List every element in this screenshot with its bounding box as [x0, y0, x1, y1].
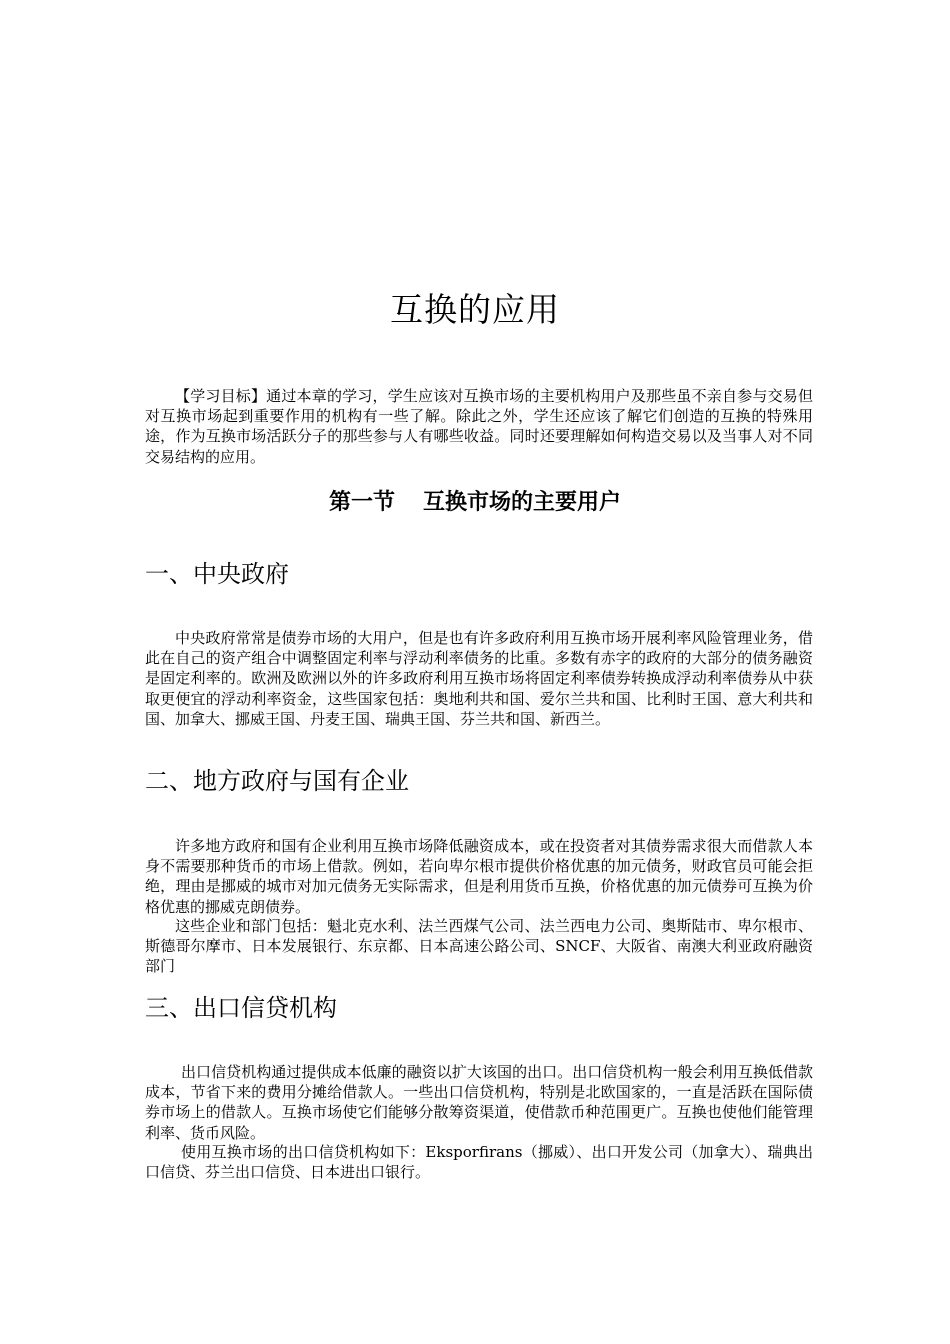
export-credit-paragraph-2: 使用互换市场的出口信贷机构如下：Eksporfirans（挪威）、出口开发公司（加拿大）、瑞典出口信贷、芬兰出口信贷、日本进出口银行。	[145, 1143, 813, 1182]
section-title-text: 互换市场的主要用户	[423, 490, 622, 515]
local-government-paragraph-2: 这些企业和部门包括：魁北克水利、法兰西煤气公司、法兰西电力公司、奥斯陆市、卑尔根市、斯德哥尔摩市、日本发展银行、东京都、日本高速公路公司、SNCF、大阪省、南澳大利亚政府融资部门	[145, 917, 813, 976]
section-number: 第一节	[328, 490, 395, 515]
local-government-paragraph-1: 许多地方政府和国有企业利用互换市场降低融资成本，或在投资者对其债券需求很大而借款人本身不需要那种货币的市场上借款。例如，若向卑尔根市提供价格优惠的加元债务，财政官员可能会拒绝，理由是挪威的城市对加元债务无实际需求，但是利用货币互换，价格优惠的加元债券可互换为价格优惠的挪威克朗债券。	[145, 837, 813, 916]
section-title	[0, 488, 950, 518]
document-title: 互换的应用	[390, 290, 560, 330]
heading-local-government: 二、地方政府与国有企业	[145, 767, 409, 795]
heading-central-government: 一、中央政府	[145, 560, 289, 588]
export-credit-paragraph-1: 出口信贷机构通过提供成本低廉的融资以扩大该国的出口。出口信贷机构一般会利用互换低借款成本，节省下来的费用分摊给借款人。一些出口信贷机构，特别是北欧国家的，一直是活跃在国际债券市场上的借款人。互换市场使它们能够分散筹资渠道，使借款币种范围更广。互换也使他们能管理利率、货币风险。	[145, 1063, 813, 1142]
learning-objective-paragraph: 【学习目标】通过本章的学习，学生应该对互换市场的主要机构用户及那些虽不亲自参与交易但对互换市场起到重要作用的机构有一些了解。除此之外，学生还应该了解它们创造的互换的特殊用途，作为互换市场活跃分子的那些参与人有哪些收益。同时还要理解如何构造交易以及当事人对不同交易结构的应用。	[145, 387, 813, 466]
central-government-paragraph: 中央政府常常是债券市场的大用户，但是也有许多政府利用互换市场开展利率风险管理业务，借此在自己的资产组合中调整固定利率与浮动利率债务的比重。多数有赤字的政府的大部分的债务融资是固定利率的。欧洲及欧洲以外的许多政府利用互换市场将固定利率债券转换成浮动利率债券从中获取更便宜的浮动利率资金，这些国家包括：奥地利共和国、爱尔兰共和国、比利时王国、意大利共和国、加拿大、挪威王国、丹麦王国、瑞典王国、芬兰共和国、新西兰。	[145, 629, 813, 728]
heading-export-credit: 三、出口信贷机构	[145, 994, 337, 1022]
